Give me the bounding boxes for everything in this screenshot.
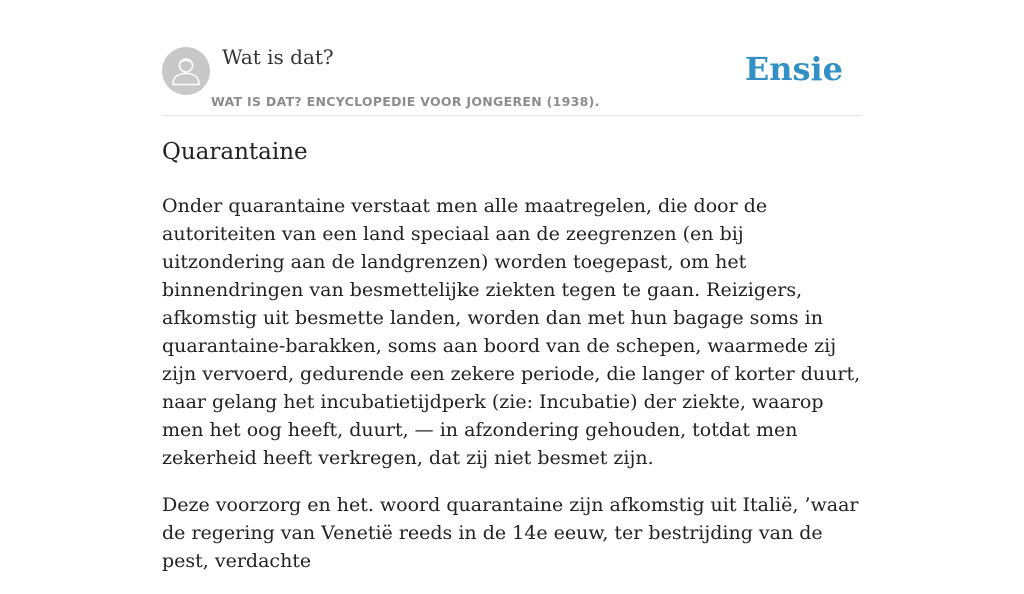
brand-logo[interactable]: Ensie bbox=[744, 50, 843, 88]
page bbox=[162, 0, 862, 572]
article-paragraph: Onder quarantaine verstaat men alle maatregelen, die door de autoriteiten van een land speciaal aan de zeegrenzen (en bij uitzondering aan de landgrenzen) worden toegepast, om het binnendringen van besmettelijke ziekten tegen te gaan. Reizigers, afkomstig uit besmette landen, worden dan met hun bagage soms in quarantaine-barakken, soms aan boord van de schepen, waarmede zij zijn vervoerd, gedurende een zekere periode, die langer of korter duurt, naar gelang het incubatietijdperk (zie: Incubatie) der ziekte, waarop men het oog heeft, duurt, — in afzondering gehouden, totdat men zekerheid heeft verkregen, dat zij niet besmet zijn. bbox=[162, 195, 861, 469]
avatar[interactable] bbox=[162, 47, 210, 95]
source-title[interactable]: Wat is dat? bbox=[222, 45, 334, 69]
source-subtitle: WAT IS DAT? ENCYCLOPEDIE VOOR JONGEREN (1938). bbox=[211, 94, 600, 109]
article-paragraph: Deze voorzorg en het. woord quarantaine zijn afkomstig uit Italië, ’waar de regering van Venetië reeds in de 14e eeuw, ter bestrijding van de pest, verdachte bbox=[162, 494, 859, 572]
article-body bbox=[162, 192, 864, 594]
user-silhouette-icon bbox=[162, 47, 210, 95]
source-header bbox=[162, 0, 862, 116]
article-title: Quarantaine bbox=[162, 139, 308, 165]
